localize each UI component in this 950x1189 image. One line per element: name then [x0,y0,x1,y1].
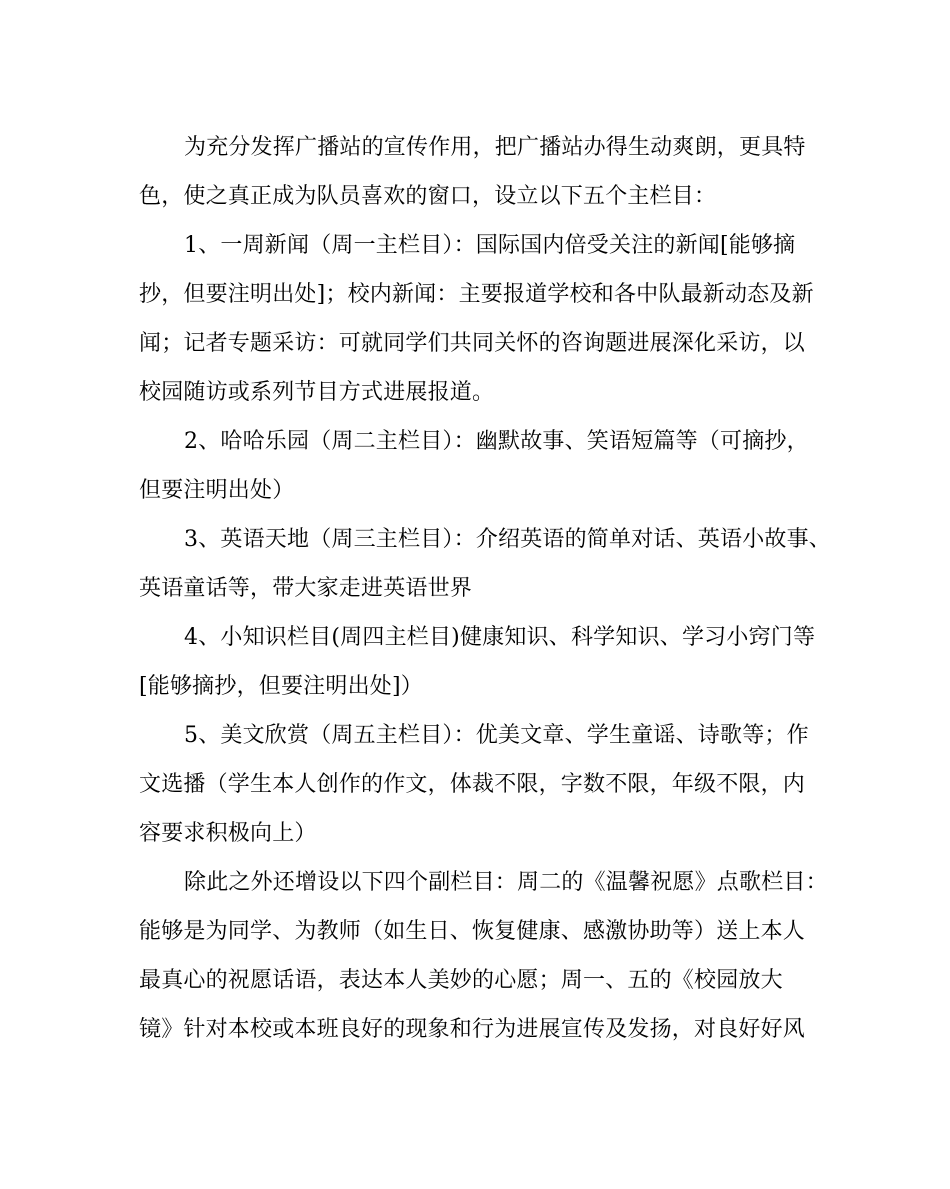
paragraph-1-line-2: 色，使之真正成为队员喜欢的窗口，设立以下五个主栏目： [139,184,717,209]
item-4-line-1: 4、小知识栏目(周四主栏目)健康知识、科学知识、学习小窍门等 [184,625,816,650]
item-2-line-1: 2、哈哈乐园（周二主栏目）：幽默故事、笑语短篇等（可摘抄， [184,429,809,454]
paragraph-2-line-2: 能够是为同学、为教师（如生日、恢复健康、感激协助等）送上本人 [139,919,806,944]
item-2-line-2: 但要注明出处） [139,478,295,503]
item-3-line-1: 3、英语天地（周三主栏目）：介绍英语的简单对话、英语小故事、 [184,527,831,552]
item-5-line-2: 文选播（学生本人创作的作文，体裁不限，字数不限，年级不限，内 [139,772,806,797]
item-1-line-3: 闻；记者专题采访：可就同学们共同关怀的咨询题进展深化采访，以 [139,331,806,356]
item-1-line-2: 抄，但要注明出处]；校内新闻：主要报道学校和各中队最新动态及新 [139,282,814,307]
item-5-line-3: 容要求积极向上） [139,821,317,846]
item-3-line-2: 英语童话等，带大家走进英语世界 [139,576,473,601]
paragraph-2-line-3: 最真心的祝愿话语，表达本人美妙的心愿；周一、五的《校园放大 [139,968,783,993]
paragraph-2-line-1: 除此之外还增设以下四个副栏目：周二的《温馨祝愿》点歌栏目： [184,870,828,895]
item-4-line-2: [能够摘抄，但要注明出处]） [139,674,423,699]
paragraph-1-line-1: 为充分发挥广播站的宣传作用，把广播站办得生动爽朗，更具特 [184,135,806,160]
item-5-line-1: 5、美文欣赏（周五主栏目）：优美文章、学生童谣、诗歌等；作 [184,723,809,748]
item-1-line-1: 1、一周新闻（周一主栏目）：国际国内倍受关注的新闻[能够摘 [184,233,796,258]
item-1-line-4: 校园随访或系列节目方式进展报道。 [139,380,495,405]
paragraph-2-line-4: 镜》针对本校或本班良好的现象和行为进展宣传及发扬，对良好好风 [139,1017,806,1042]
